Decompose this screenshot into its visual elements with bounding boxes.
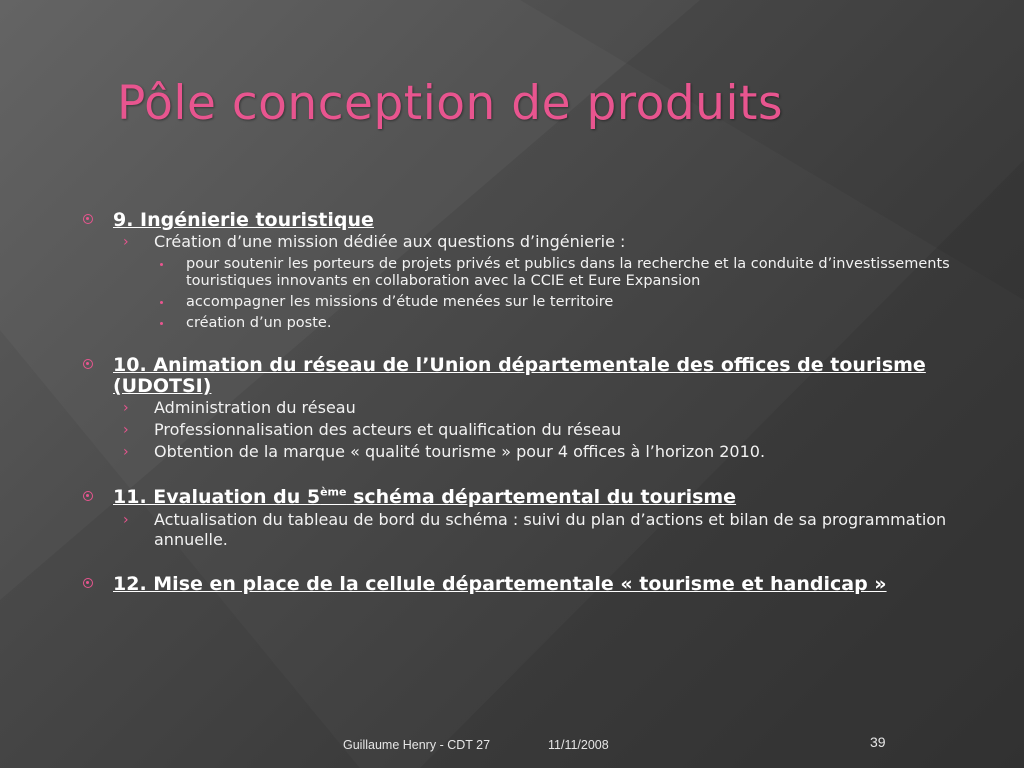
sub-list-item-text: pour soutenir les porteurs de projets privés et publics dans la recherche et la conduite d’investissements touristiques innovants en collaboration avec la CCIE et Eure Expansion	[186, 256, 950, 289]
sub-list-item	[80, 256, 980, 290]
list-item	[80, 510, 980, 550]
list-item	[80, 420, 980, 440]
list-item-text: Création d’une mission dédiée aux questions d’ingénierie :	[154, 232, 626, 251]
section-heading-text: 12. Mise en place de la cellule départementale « tourisme et handicap »	[113, 573, 887, 595]
section-heading-text	[113, 486, 736, 508]
section-heading-12	[80, 574, 980, 595]
chevron-bullet-icon: ›	[123, 422, 129, 438]
list-item	[80, 442, 980, 462]
circle-bullet-icon	[83, 214, 93, 224]
list-item	[80, 398, 980, 418]
heading-suffix: schéma départemental du tourisme	[346, 486, 737, 508]
page-number: 39	[870, 734, 886, 750]
section-heading-10	[80, 355, 980, 397]
section-heading-text: 9. Ingénierie touristique	[113, 209, 374, 231]
chevron-bullet-icon: ›	[123, 400, 129, 416]
list-item-text: Actualisation du tableau de bord du schéma : suivi du plan d’actions et bilan de sa programmation annuelle.	[154, 510, 947, 549]
list-item-text: Professionnalisation des acteurs et qualification du réseau	[154, 420, 622, 439]
footer-date: 11/11/2008	[548, 738, 609, 752]
circle-bullet-icon	[83, 491, 93, 501]
sub-list-item	[80, 294, 980, 311]
sub-list-item-text: création d’un poste.	[186, 315, 332, 331]
slide-content	[80, 210, 980, 595]
list-item-text: Obtention de la marque « qualité tourisme » pour 4 offices à l’horizon 2010.	[154, 442, 766, 461]
circle-bullet-icon	[83, 578, 93, 588]
chevron-bullet-icon: ›	[123, 512, 129, 528]
section-heading-9	[80, 210, 980, 231]
section-heading-text: 10. Animation du réseau de l’Union départementale des offices de tourisme (UDOTSI)	[113, 354, 926, 397]
circle-bullet-icon	[83, 359, 93, 369]
chevron-bullet-icon: ›	[123, 444, 129, 460]
footer-author: Guillaume Henry - CDT 27	[343, 738, 491, 752]
slide-title: Pôle conception de produits	[117, 76, 783, 131]
dot-bullet-icon	[160, 263, 163, 266]
section-heading-11	[80, 487, 980, 508]
sub-list-item	[80, 315, 980, 332]
list-item-text: Administration du réseau	[154, 398, 356, 417]
dot-bullet-icon	[160, 322, 163, 325]
chevron-bullet-icon: ›	[123, 234, 129, 250]
superscript-text: ème	[320, 485, 347, 499]
dot-bullet-icon	[160, 301, 163, 304]
heading-prefix: 11. Evaluation du 5	[113, 486, 321, 508]
sub-list-item-text: accompagner les missions d’étude menées sur le territoire	[186, 294, 614, 310]
list-item	[80, 232, 980, 252]
